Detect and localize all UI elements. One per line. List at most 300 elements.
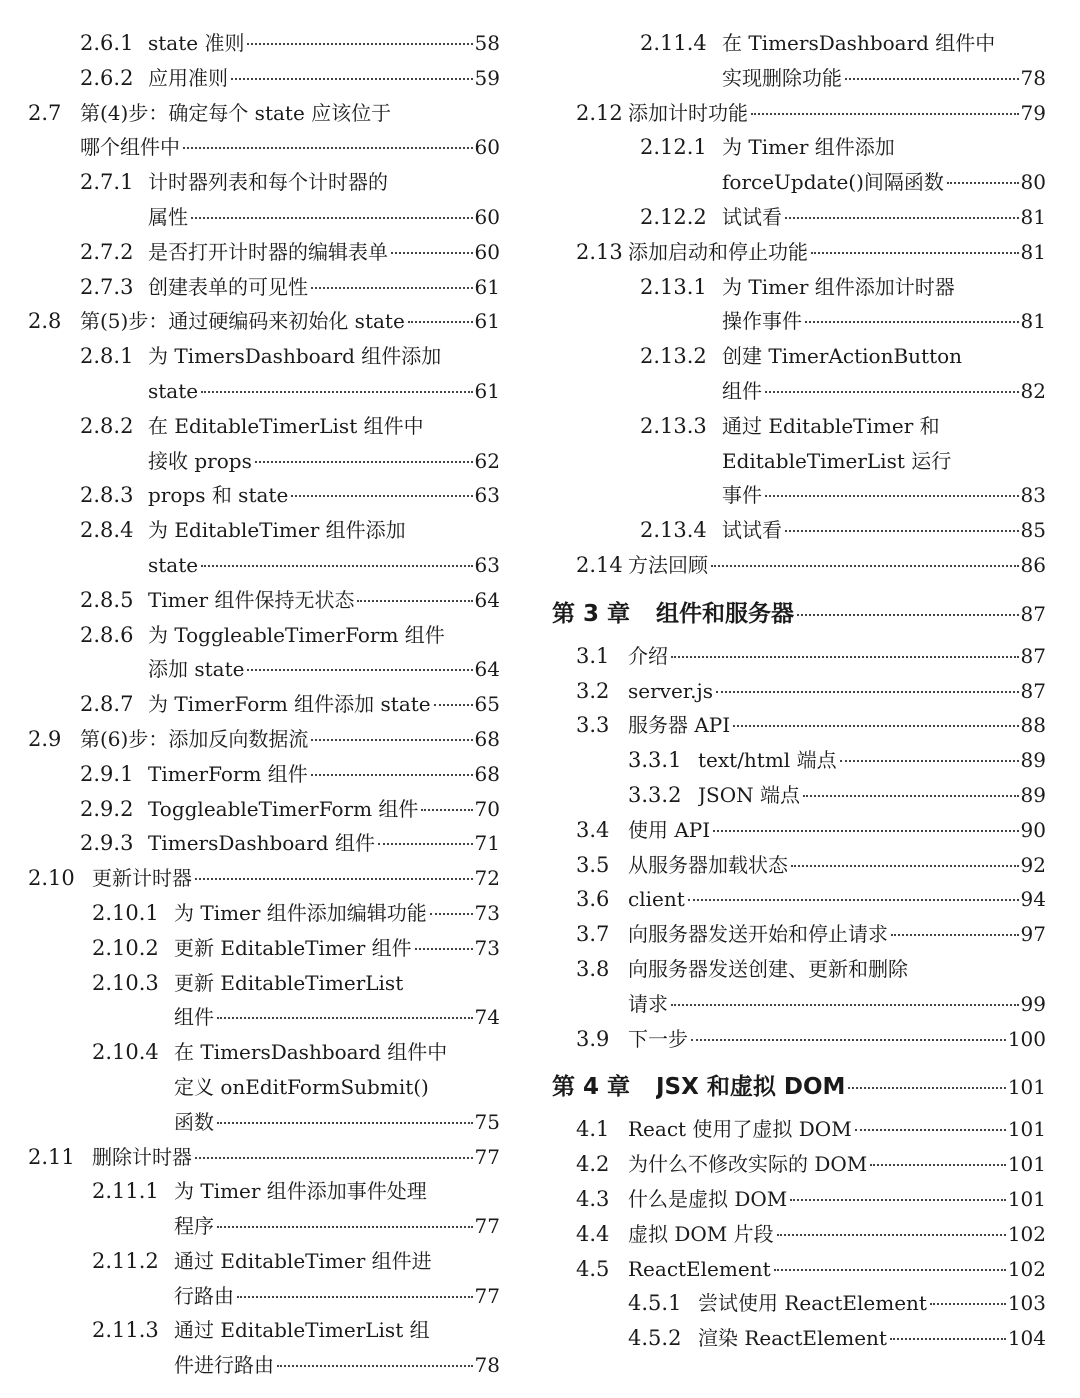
toc-entry-title: 定义 onEditFormSubmit()	[174, 1074, 429, 1099]
toc-entry-page: 77	[474, 1283, 500, 1308]
toc-entry-title: ReactElement	[628, 1256, 771, 1281]
toc-entry-page: 63	[474, 552, 500, 577]
toc-entry[interactable]	[548, 513, 1046, 548]
toc-entry-title: 虚拟 DOM 片段	[628, 1221, 774, 1246]
toc-entry[interactable]	[548, 743, 1046, 778]
toc-entry-title: 函数	[174, 1109, 214, 1134]
dot-leader	[421, 809, 472, 811]
toc-entry-number: 2.10	[28, 866, 75, 891]
toc-entry-number: 2.11.2	[92, 1248, 159, 1273]
toc-entry-title: JSX 和虚拟 DOM	[656, 1074, 846, 1101]
toc-entry-number: 3.9	[576, 1026, 610, 1051]
toc-entry-title: React 使用了虚拟 DOM	[628, 1117, 852, 1142]
dot-leader	[201, 391, 472, 393]
toc-entry-number: 2.6.2	[80, 65, 134, 90]
toc-entry-title: 使用 API	[628, 817, 711, 842]
toc-entry[interactable]	[0, 757, 500, 792]
toc-entry-title: 向服务器发送创建、更新和删除	[628, 956, 908, 981]
dot-leader	[247, 43, 472, 45]
toc-entry[interactable]	[0, 165, 500, 235]
dot-leader	[311, 287, 473, 289]
toc-entry-number: 2.8.3	[80, 483, 134, 508]
toc-entry-title: 服务器 API	[628, 713, 731, 738]
toc-entry-number: 2.8.7	[80, 692, 134, 717]
toc-entry-title: 在 TimersDashboard 组件中	[722, 31, 996, 55]
toc-entry-page: 58	[474, 31, 500, 55]
toc-entry-title: ToggleableTimerForm 组件	[148, 796, 419, 821]
toc-entry-page: 82	[1020, 378, 1046, 403]
toc-entry-number: 第 4 章	[552, 1074, 631, 1101]
toc-entry-title: 为什么不修改实际的 DOM	[628, 1152, 868, 1177]
toc-entry[interactable]	[0, 1174, 500, 1244]
toc-entry-page: 89	[1020, 748, 1046, 773]
toc-entry-number: 3.3	[576, 713, 610, 738]
toc-entry-number: 2.13.2	[640, 344, 707, 369]
toc-entry-page: 102	[1007, 1221, 1046, 1246]
toc-entry-number: 4.5.1	[628, 1291, 682, 1316]
toc-entry-page: 73	[474, 900, 500, 925]
toc-entry-title: 创建表单的可见性	[148, 274, 308, 299]
dot-leader	[378, 843, 473, 845]
dot-leader	[688, 899, 1019, 901]
toc-entry-page: 59	[474, 65, 500, 90]
toc-entry-page: 77	[474, 1214, 500, 1239]
toc-entry-title: 操作事件	[722, 309, 802, 334]
toc-entry[interactable]	[548, 548, 1046, 583]
toc-entry-number: 2.10.1	[92, 900, 159, 925]
dot-leader	[848, 1087, 1005, 1089]
dot-leader	[217, 1017, 473, 1019]
toc-entry-page: 79	[1020, 100, 1046, 125]
toc-entry-title: 从服务器加载状态	[628, 852, 788, 877]
toc-entry-page: 68	[474, 726, 500, 751]
toc-entry-page: 61	[474, 309, 500, 334]
toc-entry-title: 介绍	[628, 643, 668, 668]
dot-leader	[183, 147, 473, 149]
toc-left-column	[0, 26, 500, 1383]
toc-entry-title: 是否打开计时器的编辑表单	[148, 239, 388, 264]
toc-entry-title: 下一步	[628, 1026, 688, 1051]
dot-leader	[277, 1365, 473, 1367]
dot-leader	[408, 321, 473, 323]
toc-entry[interactable]	[0, 409, 500, 479]
toc-entry-page: 81	[1020, 204, 1046, 229]
toc-entry-title: 组件	[174, 1005, 214, 1030]
dot-leader	[785, 217, 1019, 219]
toc-entry-title: 添加启动和停止功能	[628, 239, 808, 264]
toc-entry-number: 2.8.2	[80, 413, 134, 438]
toc-entry[interactable]	[548, 1147, 1046, 1182]
toc-entry-page: 101	[1007, 1152, 1046, 1177]
toc-entry-page: 87	[1020, 678, 1046, 703]
toc-entry-page: 60	[474, 204, 500, 229]
toc-entry[interactable]	[0, 1244, 500, 1314]
dot-leader	[765, 391, 1019, 393]
toc-entry-title: 渲染 ReactElement	[698, 1326, 887, 1351]
toc-entry-page: 70	[474, 796, 500, 821]
toc-entry[interactable]	[548, 235, 1046, 270]
dot-leader	[805, 321, 1019, 323]
dot-leader	[311, 739, 472, 741]
toc-entry[interactable]	[548, 917, 1046, 952]
toc-entry-title: server.js	[628, 678, 713, 703]
toc-entry-number: 2.11.4	[640, 31, 707, 55]
toc-entry-page: 83	[1020, 483, 1046, 508]
toc-entry-number: 2.10.2	[92, 935, 159, 960]
dot-leader	[357, 600, 472, 602]
toc-entry-page: 64	[474, 587, 500, 612]
toc-entry-title: 第(5)步：通过硬编码来初始化 state	[80, 309, 405, 334]
toc-entry-title: 程序	[174, 1214, 214, 1239]
toc-entry-number: 2.6.1	[80, 31, 134, 55]
toc-entry-title: 计时器列表和每个计时器的	[148, 170, 388, 195]
dot-leader	[195, 878, 473, 880]
toc-entry-title: 为 Timer 组件添加计时器	[722, 274, 955, 299]
toc-entry[interactable]	[548, 952, 1046, 1022]
toc-entry-number: 第 3 章	[552, 600, 631, 627]
toc-entry-number: 2.11.3	[92, 1318, 159, 1343]
toc-entry-number: 2.8.1	[80, 344, 134, 369]
toc-entry-page: 87	[1020, 601, 1046, 626]
dot-leader	[291, 495, 472, 497]
toc-entry[interactable]	[548, 1321, 1046, 1356]
toc-entry-number: 2.12	[576, 100, 623, 125]
toc-entry-page: 100	[1007, 1026, 1046, 1051]
dot-leader	[803, 795, 1019, 797]
toc-entry-title: 组件	[722, 378, 762, 403]
toc-entry-page: 101	[1007, 1186, 1046, 1211]
toc-entry-title: 方法回顾	[628, 552, 708, 577]
toc-entry-title: 试试看	[722, 204, 782, 229]
toc-entry-title: 属性	[148, 204, 188, 229]
toc-entry[interactable]	[548, 200, 1046, 235]
toc-entry-page: 101	[1007, 1117, 1046, 1142]
toc-entry[interactable]	[0, 966, 500, 1036]
toc-entry[interactable]	[548, 1217, 1046, 1252]
dot-leader	[785, 530, 1019, 532]
toc-entry-number: 4.5	[576, 1256, 610, 1281]
toc-entry-title: 更新 EditableTimerList	[174, 970, 404, 995]
toc-entry[interactable]	[0, 583, 500, 618]
toc-entry-page: 71	[474, 831, 500, 856]
toc-entry-number: 2.14	[576, 552, 623, 577]
toc-entry-number: 2.11.1	[92, 1179, 159, 1204]
toc-entry-page: 60	[474, 135, 500, 160]
toc-entry-title: Timer 组件保持无状态	[148, 587, 355, 612]
toc-entry-title: 行路由	[174, 1283, 234, 1308]
dot-leader	[247, 669, 472, 671]
toc-entry-title: 第(4)步：确定每个 state 应该位于	[80, 100, 392, 125]
toc-entry-number: 2.13	[576, 239, 623, 264]
toc-entry-title: 创建 TimerActionButton	[722, 344, 963, 369]
toc-entry-page: 94	[1020, 887, 1046, 912]
toc-entry[interactable]	[0, 861, 500, 896]
toc-entry-page: 90	[1020, 817, 1046, 842]
toc-entry[interactable]	[0, 931, 500, 966]
dot-leader	[890, 1338, 1006, 1340]
dot-leader	[791, 865, 1019, 867]
dot-leader	[201, 565, 472, 567]
toc-entry-title: client	[628, 887, 685, 912]
toc-entry-page: 65	[474, 692, 500, 717]
toc-entry[interactable]	[0, 896, 500, 931]
toc-entry-page: 103	[1007, 1291, 1046, 1316]
toc-entry-page: 61	[474, 378, 500, 403]
dot-leader	[777, 1234, 1006, 1236]
toc-entry-number: 2.12.1	[640, 135, 707, 160]
toc-entry-page: 73	[474, 935, 500, 960]
toc-entry-title: 哪个组件中	[80, 135, 180, 160]
toc-entry-number: 2.11	[28, 1144, 75, 1169]
toc-entry-number: 2.9.1	[80, 761, 134, 786]
toc-entry-title: 实现删除功能	[722, 65, 842, 90]
toc-entry-page: 63	[474, 483, 500, 508]
toc-entry-number: 3.5	[576, 852, 610, 877]
toc-entry[interactable]	[548, 130, 1046, 200]
toc-entry-title: 试试看	[722, 518, 782, 543]
toc-entry-title: 通过 EditableTimer 组件进	[174, 1248, 432, 1273]
dot-leader	[691, 1039, 1006, 1041]
toc-entry-title: TimerForm 组件	[148, 761, 308, 786]
toc-entry-page: 89	[1020, 782, 1046, 807]
dot-leader	[797, 614, 1019, 616]
dot-leader	[811, 252, 1019, 254]
toc-entry-number: 4.3	[576, 1186, 610, 1211]
dot-leader	[195, 1157, 473, 1159]
toc-entry-number: 2.8	[28, 309, 62, 334]
dot-leader	[765, 495, 1019, 497]
toc-entry-title: 请求	[628, 991, 668, 1016]
toc-entry[interactable]	[548, 1182, 1046, 1217]
toc-entry-number: 3.7	[576, 922, 610, 947]
toc-entry[interactable]	[0, 339, 500, 409]
dot-leader	[217, 1226, 473, 1228]
toc-entry-title: forceUpdate()间隔函数	[722, 170, 944, 195]
toc-entry-number: 3.8	[576, 956, 610, 981]
toc-entry[interactable]	[0, 96, 500, 166]
toc-entry[interactable]	[548, 674, 1046, 709]
toc-entry[interactable]	[0, 513, 500, 583]
dot-leader	[774, 1269, 1006, 1271]
toc-entry-title: 什么是虚拟 DOM	[628, 1186, 788, 1211]
toc-entry-title: 删除计时器	[92, 1144, 192, 1169]
dot-leader	[237, 1296, 473, 1298]
toc-entry-title: TimersDashboard 组件	[148, 831, 375, 856]
toc-right-column	[548, 26, 1046, 1356]
dot-leader	[434, 704, 473, 706]
toc-entry-title: 为 TimerForm 组件添加 state	[148, 692, 431, 717]
toc-entry-number: 2.9.2	[80, 796, 134, 821]
toc-entry-page: 60	[474, 239, 500, 264]
toc-entry[interactable]	[548, 813, 1046, 848]
toc-entry-number: 4.5.2	[628, 1326, 682, 1351]
toc-entry-number: 2.10.4	[92, 1040, 159, 1065]
toc-entry-title: 通过 EditableTimer 和	[722, 413, 940, 438]
toc-entry-title: 通过 EditableTimerList 组	[174, 1318, 430, 1343]
toc-entry[interactable]	[548, 589, 1046, 639]
dot-leader	[430, 913, 473, 915]
toc-entry[interactable]	[0, 478, 500, 513]
toc-entry[interactable]	[548, 409, 1046, 513]
toc-entry-title: 更新 EditableTimer 组件	[174, 935, 412, 960]
toc-entry-title: 接收 props	[148, 448, 252, 473]
toc-entry-number: 3.3.2	[628, 782, 682, 807]
toc-entry-title: 第(6)步：添加反向数据流	[80, 726, 309, 751]
toc-entry-page: 99	[1020, 991, 1046, 1016]
dot-leader	[415, 948, 473, 950]
dot-leader	[891, 934, 1019, 936]
toc-entry-title: state 准则	[148, 31, 245, 55]
toc-entry-title: 在 TimersDashboard 组件中	[174, 1040, 448, 1065]
dot-leader	[711, 565, 1019, 567]
toc-entry[interactable]	[548, 1252, 1046, 1287]
toc-entry[interactable]	[548, 1112, 1046, 1147]
toc-entry-page: 77	[474, 1144, 500, 1169]
toc-entry[interactable]	[0, 26, 500, 61]
toc-entry-number: 2.7	[28, 100, 62, 125]
toc-entry[interactable]	[0, 687, 500, 722]
toc-entry[interactable]	[0, 722, 500, 757]
toc-entry-page: 75	[474, 1109, 500, 1134]
toc-entry-title: state	[148, 552, 199, 577]
toc-entry-title: 添加计时功能	[628, 100, 748, 125]
toc-entry-number: 2.8.6	[80, 622, 134, 647]
toc-entry[interactable]	[548, 1022, 1046, 1057]
toc-entry-page: 92	[1020, 852, 1046, 877]
toc-entry[interactable]	[548, 270, 1046, 340]
toc-entry-title: 添加 state	[148, 657, 245, 682]
toc-entry-page: 64	[474, 657, 500, 682]
dot-leader	[733, 725, 1018, 727]
toc-entry[interactable]	[548, 96, 1046, 131]
toc-entry-number: 4.1	[576, 1117, 610, 1142]
toc-entry-number: 2.7.1	[80, 170, 134, 195]
toc-entry-number: 3.4	[576, 817, 610, 842]
toc-entry-number: 2.13.1	[640, 274, 707, 299]
toc-entry[interactable]	[0, 1140, 500, 1175]
toc-entry-page: 87	[1020, 643, 1046, 668]
toc-entry-title: 件进行路由	[174, 1353, 274, 1378]
dot-leader	[713, 830, 1018, 832]
toc-entry-number: 2.9	[28, 726, 62, 751]
toc-entry-number: 2.8.5	[80, 587, 134, 612]
toc-entry-page: 97	[1020, 922, 1046, 947]
dot-leader	[840, 760, 1019, 762]
toc-entry-title: 更新计时器	[92, 866, 192, 891]
toc-entry-title: 为 Timer 组件添加编辑功能	[174, 900, 427, 925]
toc-entry-title: props 和 state	[148, 483, 289, 508]
toc-entry-number: 4.2	[576, 1152, 610, 1177]
toc-entry-page: 61	[474, 274, 500, 299]
toc-entry[interactable]	[0, 1035, 500, 1139]
dot-leader	[751, 113, 1019, 115]
toc-entry-title: 组件和服务器	[656, 600, 794, 627]
dot-leader	[255, 461, 473, 463]
toc-entry-title: state	[148, 378, 199, 403]
toc-entry[interactable]	[548, 778, 1046, 813]
toc-entry-page: 78	[474, 1353, 500, 1378]
toc-entry[interactable]	[0, 304, 500, 339]
dot-leader	[930, 1303, 1006, 1305]
toc-entry-number: 4.4	[576, 1221, 610, 1246]
toc-entry-title: 向服务器发送开始和停止请求	[628, 922, 888, 947]
toc-entry[interactable]	[548, 26, 1046, 96]
dot-leader	[845, 78, 1019, 80]
toc-entry[interactable]	[0, 618, 500, 688]
toc-entry-page: 80	[1020, 170, 1046, 195]
toc-entry-number: 2.13.4	[640, 518, 707, 543]
toc-entry-number: 2.13.3	[640, 413, 707, 438]
toc-entry[interactable]	[0, 826, 500, 861]
toc-entry-number: 3.6	[576, 887, 610, 912]
toc-entry-number: 3.2	[576, 678, 610, 703]
dot-leader	[311, 774, 473, 776]
toc-entry-page: 78	[1020, 65, 1046, 90]
dot-leader	[671, 1004, 1019, 1006]
dot-leader	[716, 691, 1019, 693]
toc-entry[interactable]	[0, 235, 500, 270]
toc-entry-page: 88	[1020, 713, 1046, 738]
toc-entry-page: 68	[474, 761, 500, 786]
dot-leader	[391, 252, 473, 254]
toc-entry-page: 81	[1020, 309, 1046, 334]
toc-entry-page: 81	[1020, 239, 1046, 264]
toc-entry-number: 3.3.1	[628, 748, 682, 773]
toc-entry[interactable]	[0, 1313, 500, 1383]
dot-leader	[191, 217, 473, 219]
toc-entry-number: 2.7.2	[80, 239, 134, 264]
toc-entry-title: 事件	[722, 483, 762, 508]
toc-entry[interactable]	[548, 639, 1046, 674]
dot-leader	[947, 182, 1019, 184]
toc-entry-number: 2.7.3	[80, 274, 134, 299]
toc-entry[interactable]	[0, 61, 500, 96]
toc-entry[interactable]	[0, 792, 500, 827]
toc-entry[interactable]	[0, 270, 500, 305]
toc-entry[interactable]	[548, 1286, 1046, 1321]
toc-entry-title: 为 EditableTimer 组件添加	[148, 518, 406, 543]
dot-leader	[231, 78, 473, 80]
toc-entry-page: 86	[1020, 552, 1046, 577]
dot-leader	[870, 1164, 1006, 1166]
toc-entry[interactable]	[548, 708, 1046, 743]
toc-entry-number: 3.1	[576, 643, 610, 668]
toc-entry-title: EditableTimerList 运行	[722, 448, 952, 473]
toc-entry-title: 在 EditableTimerList 组件中	[148, 413, 424, 438]
toc-entry[interactable]	[548, 848, 1046, 883]
toc-entry-number: 2.8.4	[80, 518, 134, 543]
dot-leader	[217, 1122, 473, 1124]
dot-leader	[671, 656, 1019, 658]
toc-entry-title: 应用准则	[148, 65, 228, 90]
toc-entry-page: 101	[1007, 1075, 1046, 1100]
toc-entry-page: 62	[474, 448, 500, 473]
toc-entry-title: 为 Timer 组件添加事件处理	[174, 1179, 427, 1204]
toc-entry-title: 为 ToggleableTimerForm 组件	[148, 622, 445, 647]
toc-entry-title: 为 TimersDashboard 组件添加	[148, 344, 442, 369]
toc-entry[interactable]	[548, 882, 1046, 917]
dot-leader	[855, 1129, 1006, 1131]
toc-entry-number: 2.12.2	[640, 204, 707, 229]
toc-entry-page: 85	[1020, 518, 1046, 543]
toc-entry-title: JSON 端点	[698, 782, 800, 807]
toc-entry-title: 为 Timer 组件添加	[722, 135, 895, 160]
toc-entry-number: 2.10.3	[92, 970, 159, 995]
toc-entry-title: 尝试使用 ReactElement	[698, 1291, 927, 1316]
dot-leader	[790, 1199, 1006, 1201]
toc-entry[interactable]	[548, 1062, 1046, 1112]
toc-entry[interactable]	[548, 339, 1046, 409]
